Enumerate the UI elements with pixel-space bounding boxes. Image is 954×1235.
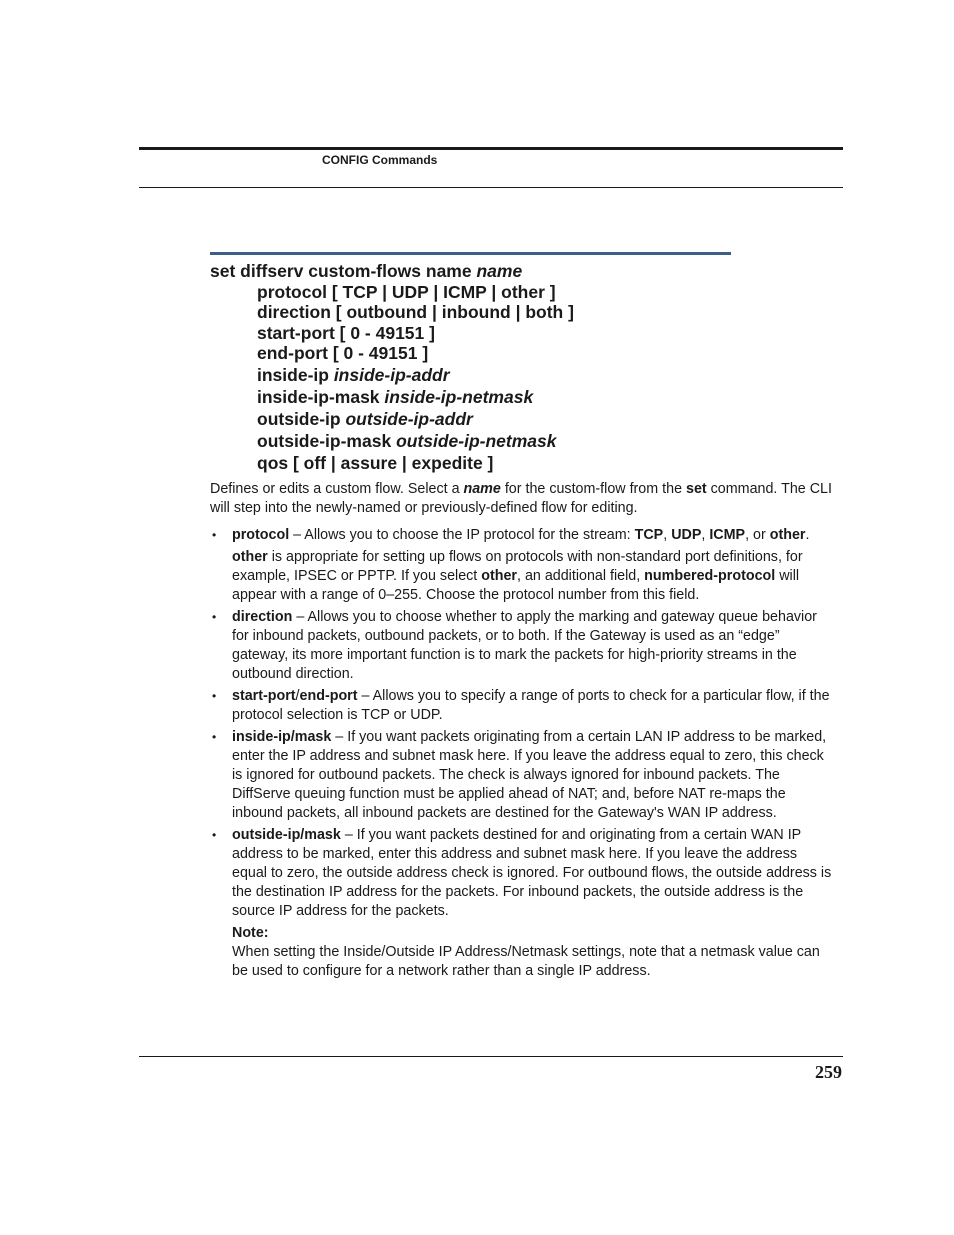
param-term: end-port (299, 688, 358, 704)
direction-text (232, 608, 835, 684)
param-term: TCP (634, 527, 664, 543)
protocol-other-text (232, 548, 835, 605)
command-syntax (210, 261, 850, 474)
footer-rule (139, 1056, 843, 1057)
syntax-line-1 (210, 261, 850, 282)
bullet-icon: • (212, 730, 217, 744)
ports-text (232, 687, 835, 725)
param-text: / (295, 688, 300, 704)
header-bottom-rule (139, 187, 843, 188)
param-term: other (232, 549, 268, 565)
syntax-line-9 (210, 430, 850, 452)
param-term: other (481, 568, 517, 584)
section-accent-rule (210, 252, 731, 255)
syntax-line-10: qos [ off | assure | expedite ] (257, 452, 494, 473)
body-text (210, 480, 835, 984)
param-term: outside-ip/mask (232, 827, 341, 843)
param-term: UDP (671, 527, 702, 543)
syntax-keyword: set diffserv custom-flows name (210, 261, 477, 281)
syntax-line-3: direction [ outbound | inbound | both ] (257, 302, 574, 323)
syntax-line-8 (210, 408, 850, 430)
param-term: start-port (232, 688, 296, 704)
desc-text: for the custom-flow from the (500, 481, 686, 497)
param-term: other (769, 527, 806, 543)
param-term: protocol (232, 527, 290, 543)
param-text: – If you want packets destined for and originating from a certain WAN IP address to be marked, enter this address and subnet mask here. If you leave the address equal to zero, the outside address check is ignored. For outbound flows, the outside address is the destination IP address for the packets. For inbound packets, the outside address is the source IP address for the packets. (232, 827, 832, 919)
syntax-line-7 (210, 386, 850, 408)
param-text: , an additional field, (517, 568, 645, 584)
desc-text: command. The CLI will step into the newly-named or previously-defined flow for editing. (210, 481, 832, 516)
syntax-line-2: protocol [ TCP | UDP | ICMP | other ] (257, 281, 556, 302)
outside-ip-text (232, 826, 835, 921)
note-label: Note: (232, 925, 269, 941)
syntax-keyword: outside-ip (257, 408, 346, 429)
syntax-line-6 (210, 364, 850, 386)
syntax-keyword: inside-ip (257, 364, 334, 385)
protocol-text (232, 526, 835, 545)
running-header: CONFIG Commands (322, 153, 438, 167)
param-text: , (663, 527, 672, 543)
inside-ip-text (232, 728, 835, 823)
list-item-direction (210, 608, 835, 684)
syntax-keyword: outside-ip-mask (257, 430, 397, 451)
syntax-line-4: start-port [ 0 - 49151 ] (257, 322, 435, 343)
param-text: will appear with a range of 0–255. Choose the protocol number from this field. (232, 568, 800, 603)
desc-text: Defines or edits a custom flow. Select a (210, 481, 464, 497)
bullet-icon: • (212, 528, 217, 542)
page-number: 259 (815, 1062, 842, 1082)
syntax-argument: inside-ip-addr (333, 364, 450, 385)
syntax-argument: inside-ip-netmask (384, 386, 534, 407)
syntax-argument: outside-ip-netmask (396, 430, 557, 451)
list-item-ports (210, 687, 835, 725)
param-text: , (701, 527, 710, 543)
command-description (210, 480, 835, 518)
list-item-inside-ip (210, 728, 835, 823)
note-block (232, 924, 835, 981)
param-text: is appropriate for setting up flows on protocols with non-standard port definitions, for example, IPSEC or PPTP. If you select (232, 549, 803, 584)
note-text: When setting the Inside/Outside IP Address/Netmask settings, note that a netmask value can be used to configure for a network rather than a single IP address. (232, 944, 820, 979)
desc-name-term: name (463, 481, 501, 497)
bullet-icon: • (212, 610, 217, 624)
syntax-argument: name (476, 261, 523, 281)
param-term: inside-ip/mask (232, 729, 332, 745)
param-text: – Allows you to choose the IP protocol for the stream: (289, 527, 635, 543)
desc-set-term: set (686, 481, 707, 497)
param-term: direction (232, 609, 293, 625)
param-text: . (805, 527, 810, 543)
syntax-keyword: inside-ip-mask (257, 386, 385, 407)
parameter-list (210, 526, 835, 981)
param-text: – Allows you to choose whether to apply the marking and gateway queue behavior for inbound packets, outbound packets, or to both. If the Gateway is used as an “edge” gateway, its more important function is to mark the packets for high-priority streams in the outbound direction. (232, 609, 817, 682)
list-item-outside-ip (210, 826, 835, 981)
bullet-icon: • (212, 689, 217, 703)
syntax-argument: outside-ip-addr (345, 408, 473, 429)
param-text: , or (745, 527, 770, 543)
header-top-rule (139, 147, 843, 150)
bullet-icon: • (212, 828, 217, 842)
param-term: numbered-protocol (644, 568, 776, 584)
syntax-line-5: end-port [ 0 - 49151 ] (257, 343, 429, 364)
param-term: ICMP (709, 527, 746, 543)
param-text: – Allows you to specify a range of ports to check for a particular flow, if the protocol selection is TCP or UDP. (232, 688, 830, 723)
param-text: – If you want packets originating from a certain LAN IP address to be marked, enter the IP address and subnet mask here. If you leave the address equal to zero, this check is ignored for outbound packets. The check is always ignored for inbound packets. The DiffServe queuing function must be applied ahead of NAT; and, before NAT re-maps the inbound packets, all inbound packets are destined for the Gateway's WAN IP address. (232, 729, 827, 821)
list-item-protocol (210, 526, 835, 605)
